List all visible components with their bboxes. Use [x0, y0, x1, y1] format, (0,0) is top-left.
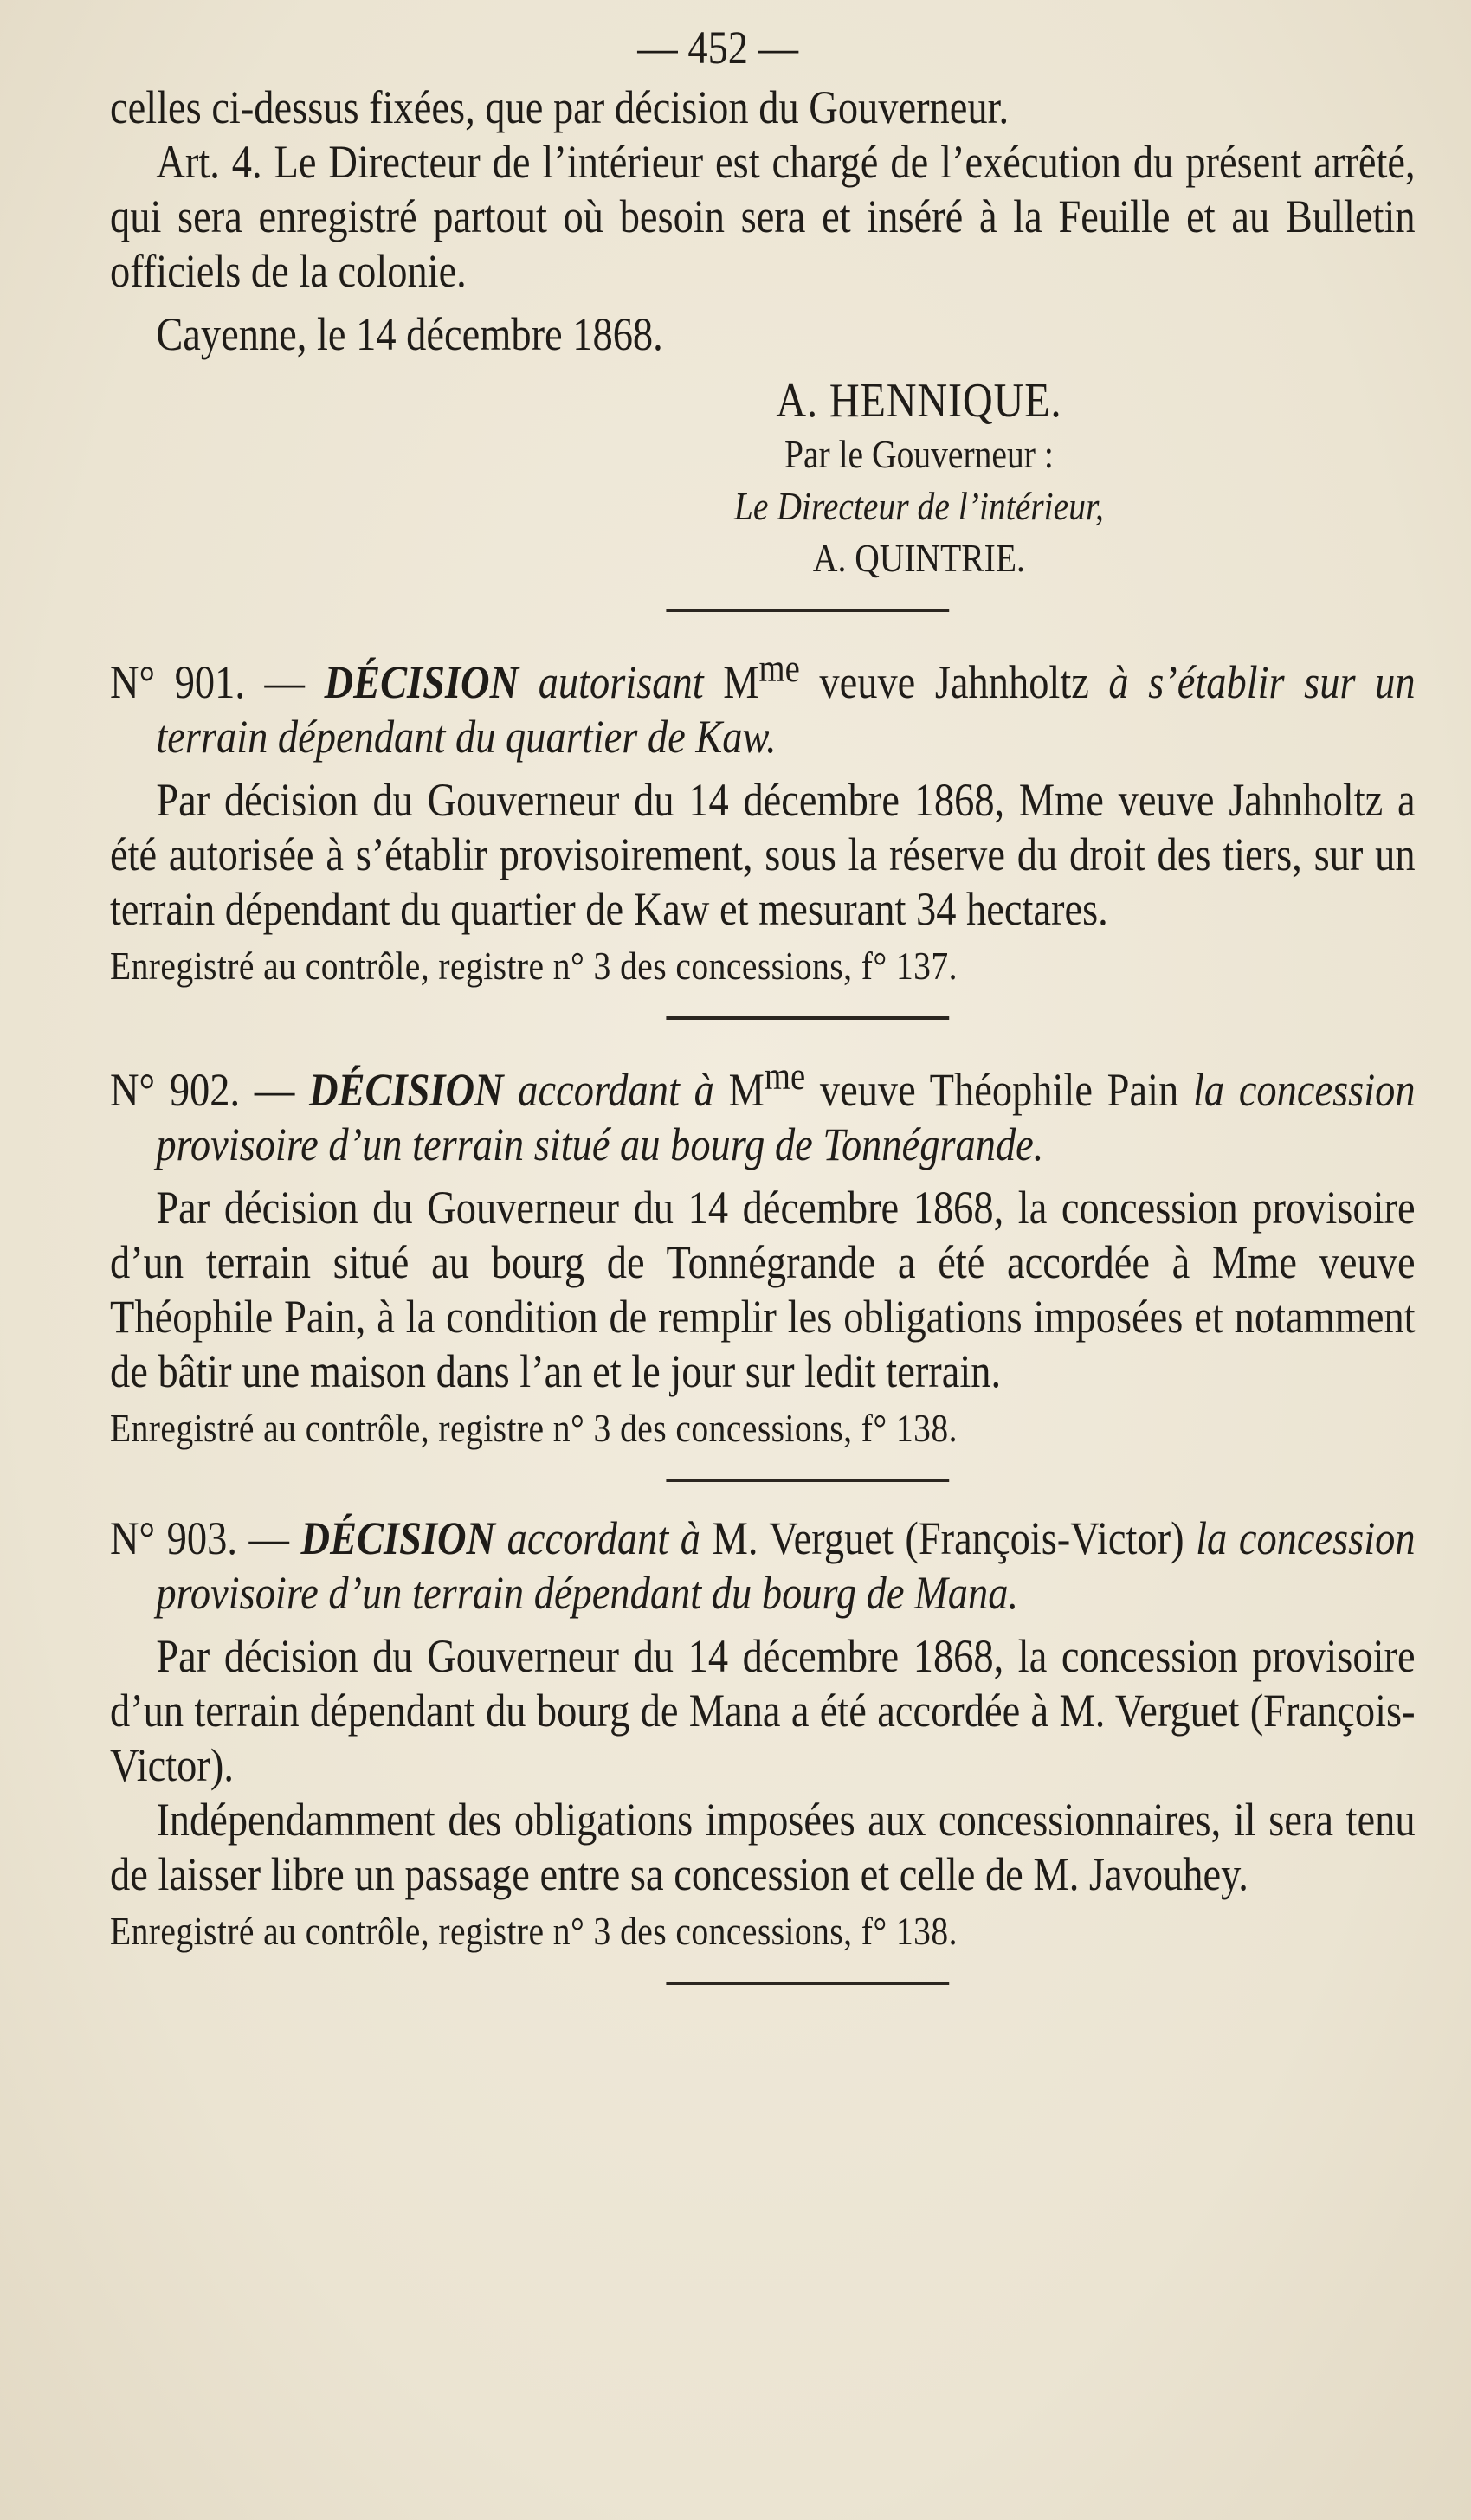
section-divider: [666, 1982, 949, 1985]
decision-title-d: la concession provisoire d’un terrain situé au bourg de Tonnégrande.: [156, 1064, 1416, 1170]
place-date: Cayenne, le 14 décembre 1868.: [156, 308, 663, 360]
section-divider: [666, 609, 949, 612]
decision-title-b-sup: me: [764, 1054, 806, 1098]
decision-title-a: accordant à: [503, 1064, 729, 1116]
intro-line: celles ci-dessus fixées, que par décision du Gouverneur.: [110, 81, 1010, 133]
decision-title-d: la concession provisoire d’un terrain dépendant du bourg de Mana.: [156, 1512, 1416, 1619]
section-divider: [666, 1479, 949, 1482]
page-number: — 452 —: [637, 22, 799, 74]
decision-title-b: M: [723, 656, 759, 708]
decision-heading-901: [110, 641, 1416, 764]
decision-title-c: veuve Théophile Pain: [805, 1064, 1193, 1116]
decision-body-903-b: Indépendamment des obligations imposées aux concessionnaires, il sera tenu de laisser libre un passage entre sa concession et celle de M. Javouhey.: [110, 1794, 1416, 1900]
signer-name: A. HENNIQUE.: [776, 374, 1062, 428]
director-name: A. QUINTRIE.: [812, 536, 1025, 580]
decision-heading-903: [110, 1511, 1416, 1621]
decision-number: N° 902. —: [110, 1064, 310, 1116]
article-4: Art. 4. Le Directeur de l’intérieur est chargé de l’exécution du présent arrêté, qui sera enregistré partout où besoin sera et inséré à la Feuille et au Bulletin officiels de la colonie.: [110, 136, 1416, 297]
par-le-gouverneur: Par le Gouverneur :: [784, 432, 1054, 476]
registry-note-902: Enregistré au contrôle, registre n° 3 des concessions, f° 138.: [110, 1406, 958, 1450]
decision-body-902: Par décision du Gouverneur du 14 décembre 1868, la concession provisoire d’un terrain situé au bourg de Tonnégrande a été accordée à Mme veuve Théophile Pain, à la condition de remplir les obligations imposées et notamment de bâtir une maison dans l’an et le jour sur ledit terrain.: [110, 1182, 1416, 1397]
page-content: [110, 21, 1416, 2014]
decision-title-a: autorisant: [519, 656, 724, 708]
registry-note-901: Enregistré au contrôle, registre n° 3 des concessions, f° 137.: [110, 944, 958, 988]
decision-title-b: M: [728, 1064, 765, 1116]
decision-number: N° 901. —: [110, 656, 325, 708]
decision-lead: DÉCISION: [309, 1064, 504, 1116]
decision-title-c: veuve Jahnholtz: [799, 656, 1109, 708]
decision-body-903: Par décision du Gouverneur du 14 décembre 1868, la concession provisoire d’un terrain dépendant du bourg de Mana a été accordée à M. Verguet (François-Victor).: [110, 1630, 1416, 1791]
decision-heading-902: [110, 1049, 1416, 1172]
decision-title-b-sup: me: [758, 647, 800, 690]
decision-title-d: à s’établir sur un terrain dépendant du quartier de Kaw.: [156, 656, 1416, 763]
decision-lead: DÉCISION: [300, 1512, 496, 1564]
registry-note-903: Enregistré au contrôle, registre n° 3 des concessions, f° 138.: [110, 1909, 958, 1953]
decision-number: N° 903. —: [110, 1512, 301, 1564]
director-title: Le Directeur de l’intérieur,: [733, 484, 1104, 528]
decision-title-b: M.: [712, 1512, 758, 1564]
section-divider: [666, 1016, 949, 1020]
decision-body-901: Par décision du Gouverneur du 14 décembre 1868, Mme veuve Jahnholtz a été autorisée à s’établir provisoirement, sous la réserve du droit des tiers, sur un terrain dépendant du quartier de Kaw et mesurant 34 hectares.: [110, 774, 1416, 935]
decision-lead: DÉCISION: [324, 656, 519, 708]
decision-title-a: accordant à: [495, 1512, 713, 1564]
decision-title-c: Verguet (François-Victor): [758, 1512, 1197, 1564]
